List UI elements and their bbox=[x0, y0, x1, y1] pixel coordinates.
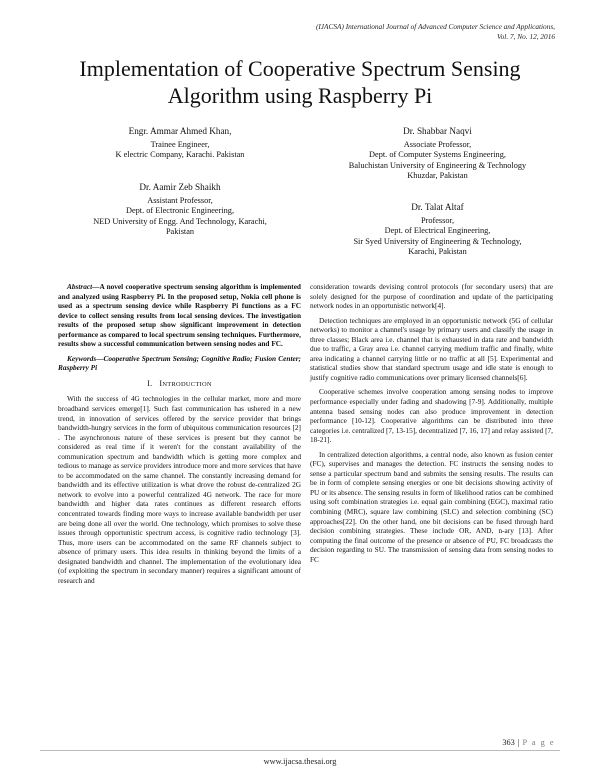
body-paragraph: Detection techniques are employed in an opportunistic network (5G of cellular networks) to monitor a channel's usage by primary users and classify the usage in three classes; Black area i.e. channel that is exhausted in data rate and bandwidth due to traffic, a Gray area i.e. channel carrying medium traffic and finally, white area indicating a channel carrying little or no traffic at all [5]. Experimental and statistical studies show that standard spectrum usage and idle state is enough to justify cognitive radio communications over primary licensed channels[6]. bbox=[310, 315, 553, 382]
author-name: Dr. Talat Altaf bbox=[411, 202, 464, 212]
body-paragraph: Cooperative schemes involve cooperation among sensing nodes to improve performance especially under fading and shadowing [7-9]. Additionally, multiple antenna based sensing nodes can also produce improvement in detection performance [10-12]. Cooperative algorithms can be distributed into three categories i.e. centralized [7, 13-15], decentralized [7, 16, 17] and relay assisted [7, 18-21]. bbox=[310, 387, 553, 445]
journal-url: www.ijacsa.thesai.org bbox=[263, 757, 337, 766]
author-block-shaikh bbox=[60, 182, 300, 238]
author-affiliation-line: Dept. of Computer Systems Engineering, bbox=[369, 150, 506, 160]
author-affiliation-line: Dept. of Electronic Engineering, bbox=[125, 206, 235, 216]
section-initial: I bbox=[159, 378, 163, 388]
author-affiliation-line: K electric Company, Karachi. Pakistan bbox=[115, 150, 245, 160]
paper-title-line-2: Algorithm using Raspberry Pi bbox=[167, 83, 433, 108]
abstract-label: Abstract— bbox=[67, 282, 100, 291]
author-name: Engr. Ammar Ahmed Khan, bbox=[128, 126, 232, 136]
journal-header-line-2: Vol. 7, No. 12, 2016 bbox=[497, 32, 555, 41]
author-affiliation-line: Sir Syed University of Engineering & Technology, bbox=[353, 236, 522, 246]
author-block-naqvi bbox=[315, 126, 560, 182]
author-block-altaf bbox=[315, 202, 560, 258]
abstract bbox=[58, 282, 301, 349]
author-block-khan bbox=[60, 126, 300, 161]
paper-title-line-1: Implementation of Cooperative Spectrum Sensing bbox=[79, 56, 521, 81]
author-affiliation-line: Assistant Professor, bbox=[147, 195, 213, 205]
author-affiliation-line: Associate Professor, bbox=[403, 139, 472, 149]
section-number: I. bbox=[147, 378, 153, 388]
page-number-separator: | bbox=[517, 738, 520, 747]
journal-header-line-1: (IJACSA) International Journal of Advanced Computer Science and Applications, bbox=[315, 22, 555, 31]
author-affiliation-line: Pakistan bbox=[165, 227, 195, 237]
body-paragraph: With the success of 4G technologies in the cellular market, more and more broadband services emerge[1]. Such fast communication has ushered in a new trend, in innovation of services offered by the service provider that brings bandwidth-hungry services in the form of ubiquitous communication resources [2] . The asynchronous nature of these services is present but they cannot be considered as real time if it weren't for the constant availability of the communication spectrum and bandwidth which is getting more complex and tedious to manage as service providers introduce more and more services that have to be accommodated on the same channel. The constantly increasing demand for bandwidth and its effective utilization is what drove the robust de-centralized 2G network to evolve into a powerful centralized 4G network. The race for more bandwidth and higher data rates continues as different research efforts concentrated towards finding more ways to increase available bandwidth per user are being done all over the world. One technology, which promises to solve these issues through opportunistic spectrum access, is cognitive radio technology [3]. Thus, more users can be accommodated on the same RF channels subject to absence of primary users. This idea results in thinking beyond the limits of a designated bandwidth and channel. The implementation of the evolutionary idea (of exploiting the spectrum in secondary manner) requires a significant amount of research and bbox=[58, 394, 301, 585]
keywords-label: Keywords— bbox=[67, 353, 104, 363]
author-affiliation-line: Baluchistan University of Engineering & Technology bbox=[348, 160, 527, 170]
author-name: Dr. Shabbar Naqvi bbox=[403, 126, 472, 136]
left-column bbox=[58, 282, 301, 585]
page-number bbox=[502, 738, 555, 747]
body-paragraph: consideration towards devising control protocols (for secondary users) that are solely designed for the purpose of coordination and update of the participating network nodes in an opportunistic network[4]. bbox=[310, 282, 553, 311]
section-title-rest: NTRODUCTION bbox=[162, 380, 212, 388]
journal-header bbox=[225, 22, 555, 42]
body-paragraph: In centralized detection algorithms, a central node, also known as fusion center (FC), supervises and manages the detection. FC instructs the sensing nodes to sense a particular spectrum band and submits the sensing results. The results can be in form of complete sensing energies or one bit decisions showing activity of PU or its absence. The sensing results in form of likelihood ratios can be combined using soft combination strategies i.e. equal gain combining (EGC), maximal ratio combining (MRC), square law combining (SLC) and selection combining (SC) approaches[22]. On the other hand, one bit decisions can be fused through hard decision combining strategies. These include OR, AND, n-ary [13]. After computing the final outcome of the presence or absence of PU, FC broadcasts the decision regarding to SU. The transmission of sensing data from sensing nodes to FC bbox=[310, 449, 553, 564]
paper-title bbox=[40, 55, 560, 109]
author-affiliation-line: NED University of Engg. And Technology, Karachi, bbox=[93, 216, 267, 226]
author-affiliation-line: Khuzdar, Pakistan bbox=[407, 171, 468, 181]
footer-divider bbox=[40, 750, 560, 751]
author-affiliation-line: Professor, bbox=[420, 215, 455, 225]
page-number-value: 363 bbox=[502, 738, 515, 747]
keywords bbox=[58, 354, 301, 373]
author-affiliation-line: Dept. of Electrical Engineering, bbox=[384, 226, 491, 236]
author-name: Dr. Aamir Zeb Shaikh bbox=[139, 182, 221, 192]
abstract-text: A novel cooperative spectrum sensing algorithm is implemented and analyzed using Raspberry Pi. In the proposed setup, Nokia cell phone is used as a spectrum sensing device while Raspberry Pi functions as a FC device to collect sensing results from local sensing devices. The investigation results of the proposed setup show significant improvement in detection performance as compared to local spectrum sensing techniques. Furthermore, results show a successful communication between sensing nodes and FC. bbox=[58, 282, 301, 349]
author-affiliation-line: Trainee Engineer, bbox=[150, 139, 210, 149]
author-affiliation-line: Karachi, Pakistan bbox=[408, 247, 467, 257]
page-label: P a g e bbox=[522, 738, 555, 747]
keywords-text: Cooperative Spectrum Sensing; Cognitive Radio; Fusion Center; Raspberry Pi bbox=[58, 353, 301, 373]
section-heading-introduction bbox=[58, 379, 301, 390]
right-column bbox=[310, 282, 553, 564]
